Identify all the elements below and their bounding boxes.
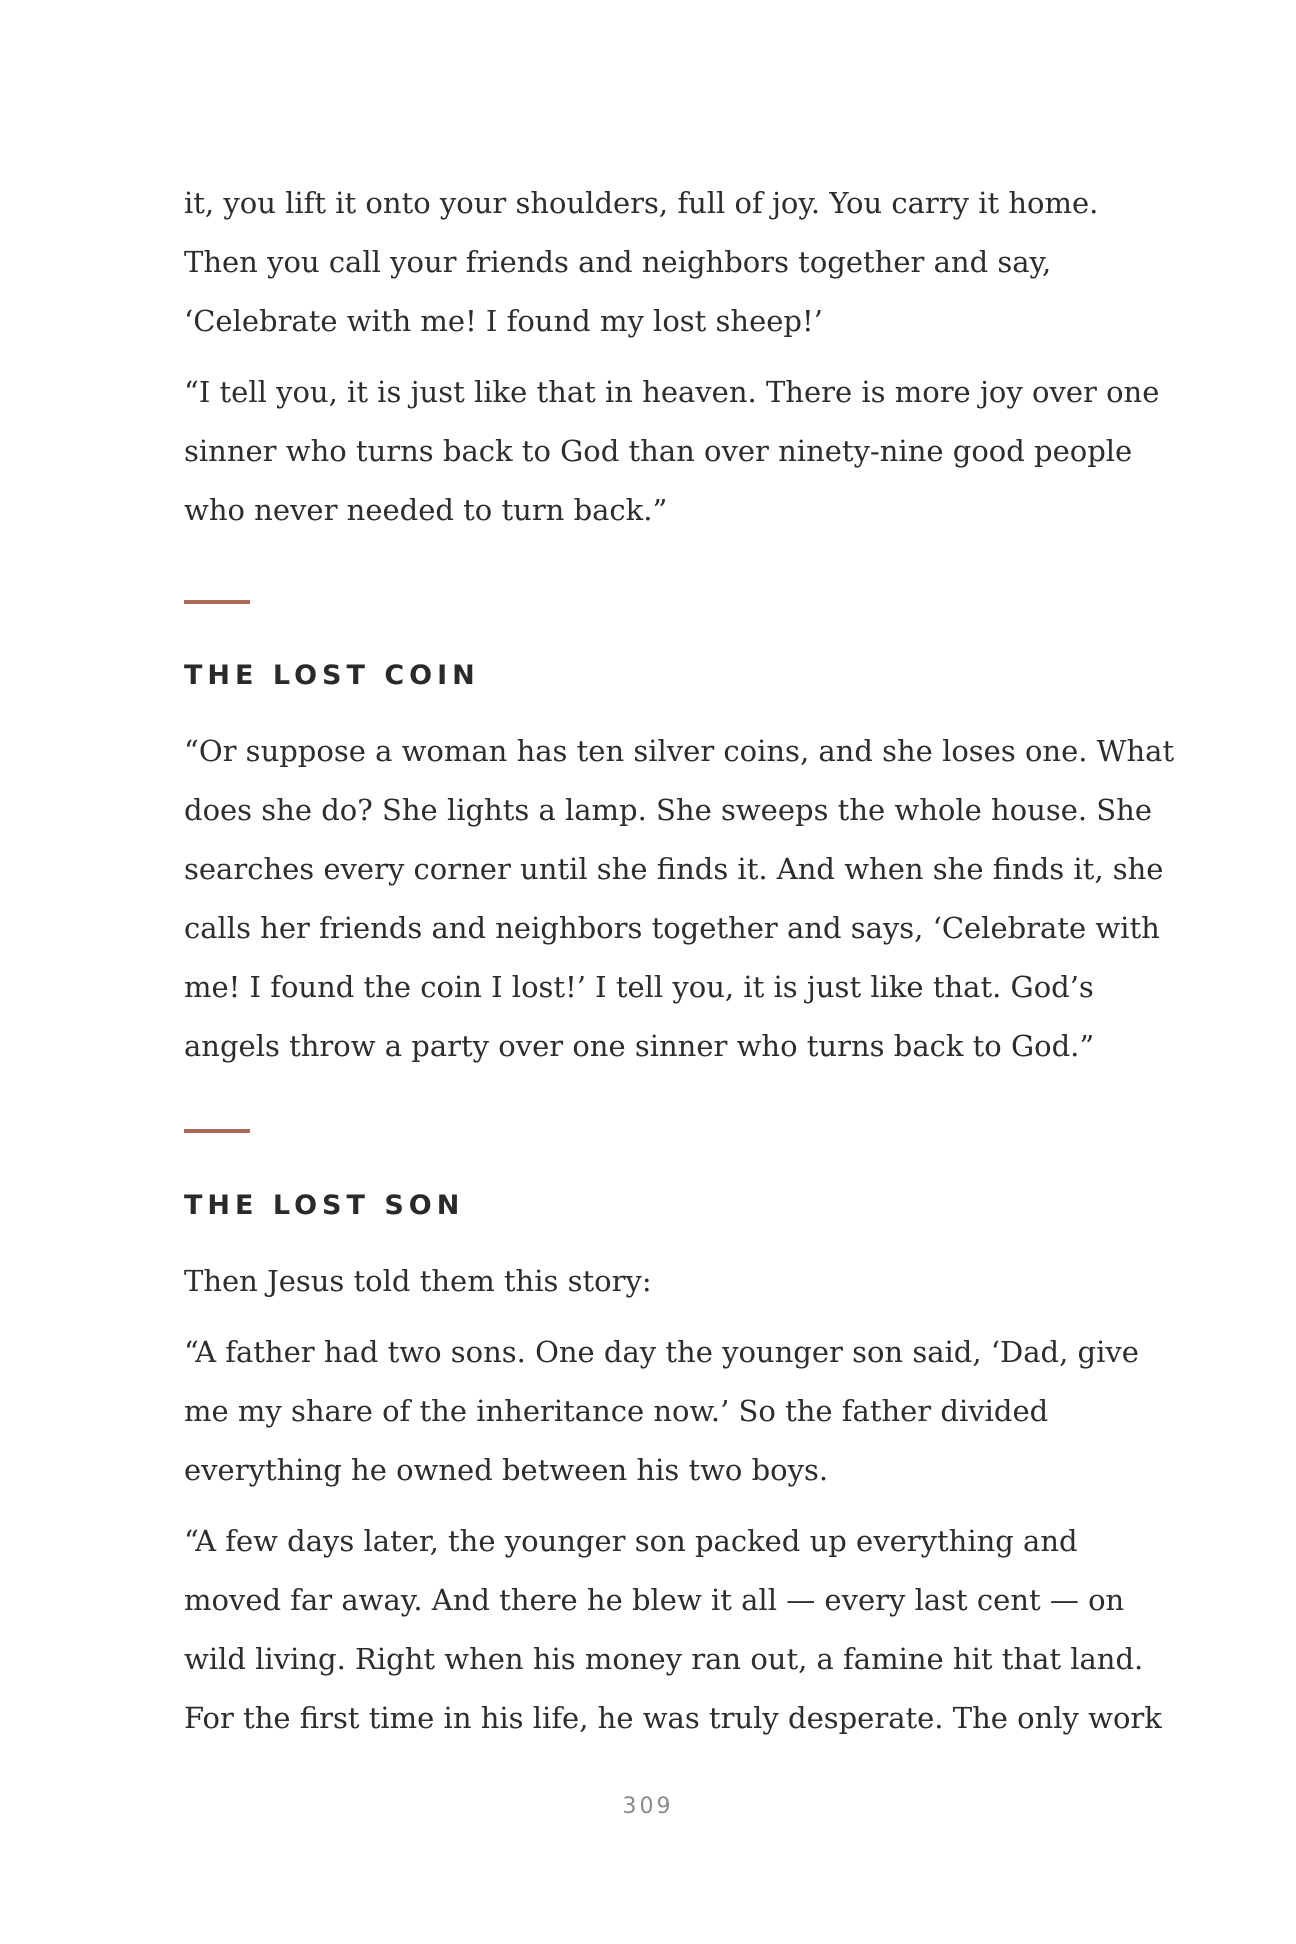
paragraph (184, 1512, 1162, 1748)
section-heading-lost-coin: THE LOST COIN (184, 660, 480, 691)
passage-lost-coin (184, 722, 1175, 1088)
text-line: “I tell you, it is just like that in heaven. There is more joy over one (184, 375, 1160, 409)
text-line: “A father had two sons. One day the younger son said, ‘Dad, give (184, 1335, 1139, 1369)
text-line: “A few days later, the younger son packed up everything and (184, 1524, 1078, 1558)
passage-lost-son (184, 1252, 1162, 1760)
text-line: it, you lift it onto your shoulders, full of joy. You carry it home. (184, 186, 1099, 220)
text-line: wild living. Right when his money ran out, a famine hit that land. (184, 1642, 1144, 1676)
text-line: Then you call your friends and neighbors together and say, (184, 245, 1052, 279)
text-line: For the first time in his life, he was truly desperate. The only work (184, 1701, 1162, 1735)
paragraph (184, 1252, 1124, 1311)
text-line: “Or suppose a woman has ten silver coins, and she loses one. What (184, 734, 1175, 768)
text-line: me! I found the coin I lost!’ I tell you, it is just like that. God’s (184, 970, 1094, 1004)
text-line: who never needed to turn back.” (184, 493, 668, 527)
section-heading-lost-son: THE LOST SON (184, 1190, 465, 1221)
text-line: searches every corner until she finds it. And when she finds it, she (184, 852, 1164, 886)
text-line: moved far away. And there he blew it all — every last cent — on (184, 1583, 1125, 1617)
paragraph (184, 722, 1175, 1076)
text-line: ‘Celebrate with me! I found my lost sheep!’ (184, 304, 823, 338)
passage-lost-sheep-end (184, 174, 1160, 552)
text-line: angels throw a party over one sinner who turns back to God.” (184, 1029, 1095, 1063)
text-line: me my share of the inheritance now.’ So the father divided (184, 1394, 1049, 1428)
paragraph (184, 1323, 1139, 1500)
section-divider (184, 1129, 250, 1133)
text-line: does she do? She lights a lamp. She sweeps the whole house. She (184, 793, 1153, 827)
paragraph (184, 363, 1160, 540)
text-line: sinner who turns back to God than over ninety-nine good people (184, 434, 1133, 468)
text-line: everything he owned between his two boys. (184, 1453, 829, 1487)
text-line: calls her friends and neighbors together and says, ‘Celebrate with (184, 911, 1160, 945)
text-line: Then Jesus told them this story: (184, 1264, 652, 1298)
paragraph (184, 174, 1124, 351)
section-divider (184, 600, 250, 604)
page-number: 309 (622, 1794, 674, 1819)
